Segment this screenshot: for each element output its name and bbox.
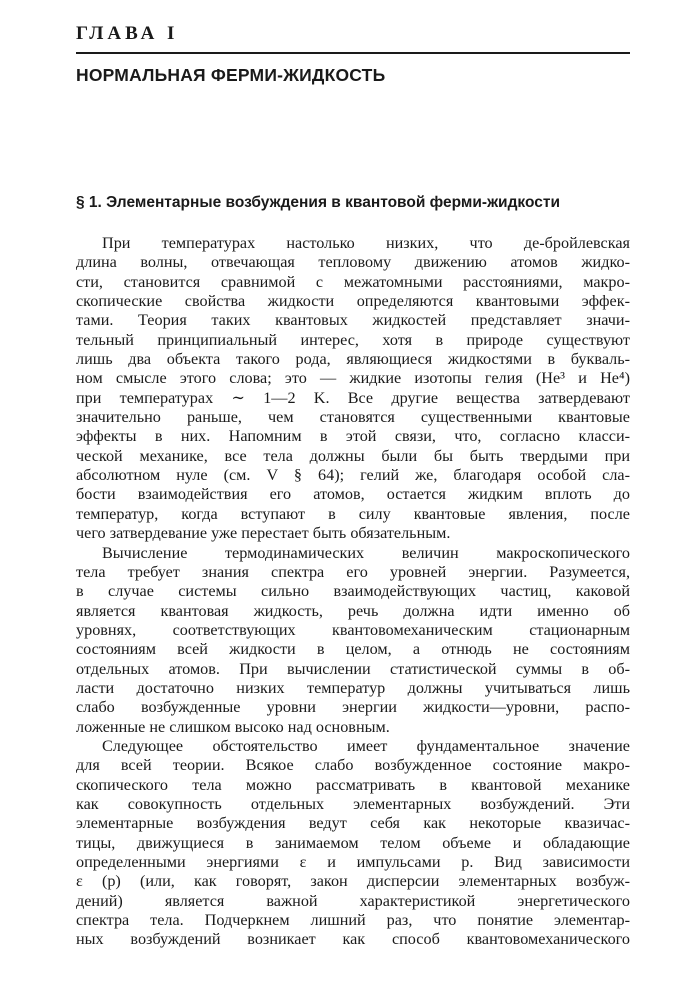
text-line: ложенные не слишком высоко над основным.: [76, 717, 390, 736]
body-text: [76, 234, 630, 950]
text-line: дений) является важной характеристикой энергетического: [76, 891, 630, 910]
text-line: тами. Теория таких квантовых жидкостей представляет значи-: [76, 311, 630, 330]
text-line: абсолютном нуле (см. V § 64); гелий же, благодаря особой сла-: [76, 466, 630, 485]
paragraph-1: [76, 234, 630, 544]
text-line: тела требует знания спектра его уровней энергии. Разумеется,: [76, 562, 630, 581]
text-line: При температурах настолько низких, что де-бройлевская: [102, 234, 630, 252]
text-line: ческой механике, все тела должны были бы быть твердыми при: [76, 446, 630, 465]
section-title: § 1. Элементарные возбуждения в квантовой ферми-жидкости: [76, 194, 560, 211]
text-line: эффекты в них. Напомним в этой связи, что, согласно класси-: [76, 427, 630, 446]
text-line: тицы, движущиеся в занимаемом телом объеме и обладающие: [76, 833, 630, 852]
text-line: определенными энергиями ε и импульсами p. Вид зависимости: [76, 853, 630, 871]
text-line: сти, становится сравнимой с межатомными расстояниями, макро-: [76, 272, 630, 291]
text-line: тельный принципиальный интерес, хотя в природе существуют: [76, 330, 630, 349]
text-line: значительно раньше, чем становятся существенными квантовые: [76, 408, 630, 427]
text-line: скопические свойства жидкости определяются квантовыми эффек-: [76, 292, 630, 311]
text-line: ных возбуждений возникает как способ квантовомеханического: [76, 930, 630, 949]
text-line: слабо возбужденные уровни энергии жидкости—уровни, распо-: [76, 698, 630, 717]
text-line: является квантовая жидкость, речь должна идти именно об: [76, 601, 630, 620]
text-line: для всей теории. Всякое слабо возбужденное состояние макро-: [76, 756, 630, 775]
text-line: при температурах ∼ 1—2 K. Все другие вещества затвердевают: [76, 388, 630, 407]
text-line: бости взаимодействия его атомов, остается жидким вплоть до: [76, 485, 630, 504]
text-line: элементарные возбуждения ведут себя как некоторые квазичас-: [76, 814, 630, 833]
text-line: скопического тела можно рассматривать в квантовой механике: [76, 775, 630, 794]
text-line: уровнях, соответствующих квантовомеханическим стационарным: [76, 620, 630, 639]
text-line: спектра тела. Подчеркнем лишний раз, что понятие элементар-: [76, 911, 630, 930]
text-line: температур, когда вступают в силу квантовые явления, после: [76, 504, 630, 523]
paragraph-3: [76, 737, 630, 950]
text-line: лишь два объекта такого рода, являющиеся жидкостями в букваль-: [76, 350, 630, 369]
chapter-title: НОРМАЛЬНАЯ ФЕРМИ-ЖИДКОСТЬ: [76, 65, 386, 85]
text-line: чего затвердевание уже перестает быть обязательным.: [76, 524, 451, 543]
text-line: отдельных атомов. При вычислении статистической суммы в об-: [76, 659, 630, 678]
paragraph-2: [76, 544, 630, 737]
chapter-rule: [76, 52, 630, 54]
text-line: как совокупность отдельных элементарных возбуждений. Эти: [76, 794, 630, 813]
text-line: в случае системы сильно взаимодействующих частиц, каковой: [76, 582, 630, 601]
text-line: длина волны, отвечающая тепловому движению атомов жидко-: [76, 253, 630, 272]
text-line: ном смысле этого слова; это — жидкие изотопы гелия (He³ и He⁴): [76, 369, 630, 388]
book-page: [76, 22, 630, 950]
text-line: Вычисление термодинамических величин макроскопического: [102, 543, 630, 562]
text-line: Следующее обстоятельство имеет фундаментальное значение: [102, 736, 630, 755]
text-line: ласти достаточно низких температур должны учитываться лишь: [76, 678, 630, 697]
text-line: ε (p) (или, как говорят, закон дисперсии элементарных возбуж-: [76, 872, 630, 891]
chapter-label: ГЛАВА I: [76, 23, 179, 44]
text-line: состояниям всей жидкости в целом, а отнюдь не состояниям: [76, 640, 630, 659]
